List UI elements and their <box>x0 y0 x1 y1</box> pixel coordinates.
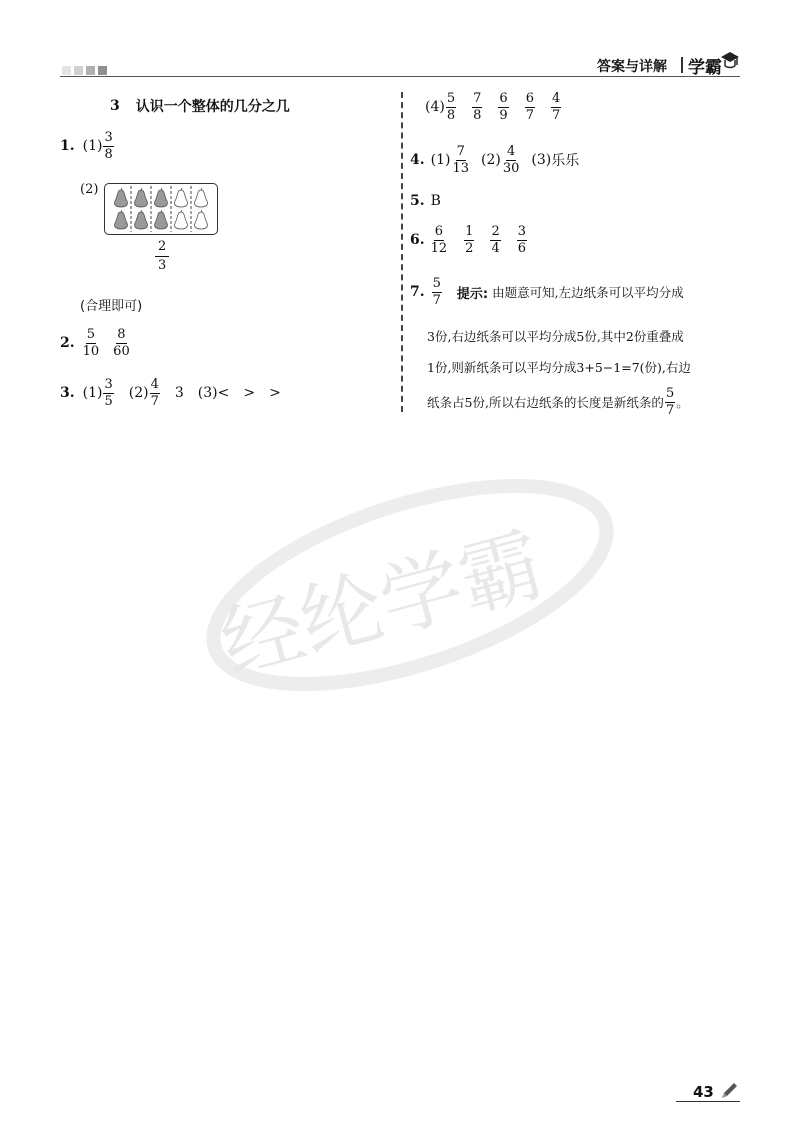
fraction <box>150 378 160 408</box>
fraction-numerator: 7 <box>473 91 482 106</box>
q4 <box>410 145 579 175</box>
fraction-numerator: 2 <box>491 224 500 239</box>
q6-number: 6. <box>410 232 425 249</box>
q7-first-line <box>410 277 684 307</box>
q3-number: 3. <box>60 385 75 402</box>
pear-icon <box>155 210 168 229</box>
fraction-numerator: 4 <box>551 91 561 106</box>
fraction-numerator: 7 <box>456 144 465 159</box>
watermark-text: 经纶学霸 <box>211 516 553 694</box>
q3-p1-label: (1) <box>82 385 103 402</box>
pear-grid <box>104 183 218 235</box>
fraction <box>430 225 449 255</box>
fraction <box>498 92 508 122</box>
header-title: 答案与详解 <box>597 59 667 75</box>
page-number: 43 <box>693 1083 714 1101</box>
q1-part1 <box>60 131 115 161</box>
fraction-denominator: 3 <box>158 257 167 273</box>
fraction <box>517 225 527 255</box>
q1-number: 1. <box>60 138 75 155</box>
fraction-denominator: 7 <box>432 292 441 308</box>
fraction <box>155 240 169 272</box>
q4-p2-label: (2) <box>481 152 501 169</box>
q3-symbol: < <box>217 385 230 402</box>
watermark <box>190 450 630 710</box>
q5-answer: B <box>430 193 441 209</box>
pear-icon <box>155 188 168 207</box>
fraction-denominator: 13 <box>452 160 470 176</box>
fraction <box>525 92 535 122</box>
q6 <box>410 225 528 255</box>
fraction <box>665 387 675 417</box>
fraction-denominator: 10 <box>82 343 100 359</box>
fraction-denominator: 7 <box>525 107 534 123</box>
pear-icon <box>135 188 148 207</box>
fraction-denominator: 4 <box>491 240 500 256</box>
fraction-denominator: 8 <box>446 107 456 123</box>
fraction <box>502 145 521 175</box>
q3-p3-label: (3) <box>197 385 218 402</box>
fraction <box>103 131 113 161</box>
fraction-numerator: 5 <box>665 386 675 401</box>
fraction-denominator: 2 <box>465 240 474 256</box>
fraction-numerator: 3 <box>104 377 113 392</box>
graduation-cap-icon <box>719 49 741 71</box>
fraction-numerator: 5 <box>86 327 96 342</box>
fraction-numerator: 4 <box>506 144 516 159</box>
pear-icon <box>115 188 128 207</box>
header-rule <box>60 76 740 77</box>
fraction-denominator: 5 <box>104 393 113 409</box>
fraction <box>446 92 456 122</box>
fraction <box>464 225 474 255</box>
q4-number: 4. <box>410 152 425 169</box>
fraction <box>451 145 470 175</box>
q7-last-line <box>427 387 689 417</box>
header-separator <box>681 57 683 73</box>
q3-symbol: > <box>243 385 256 402</box>
fraction-denominator: 60 <box>113 343 130 359</box>
fraction-denominator: 7 <box>665 402 675 418</box>
q1-note: (合理即可) <box>80 299 143 314</box>
q7-hint-line: 3份,右边纸条可以平均分成5份,其中2份重叠成 <box>427 329 684 344</box>
fraction-denominator: 6 <box>517 240 527 256</box>
pear-icon <box>175 210 188 229</box>
q3-p2-extra: 3 <box>174 385 184 402</box>
q5-number: 5. <box>410 193 425 209</box>
q2 <box>60 328 132 358</box>
q2-number: 2. <box>60 335 75 352</box>
q7-hint-line: 1份,则新纸条可以平均分成3+5−1=7(份),右边 <box>427 360 691 375</box>
fraction-denominator: 8 <box>473 107 482 123</box>
section-number: 3 <box>110 98 120 114</box>
header-brand: 学霸 <box>688 58 722 78</box>
fraction-denominator: 8 <box>104 146 113 162</box>
header-square <box>86 66 95 75</box>
pencil-icon <box>718 1080 740 1102</box>
pear-icon <box>195 210 208 229</box>
q3-p4-label: (4) <box>425 99 445 116</box>
section-title-text: 认识一个整体的几分之几 <box>135 99 290 115</box>
q4-p3-text: 乐乐 <box>551 153 580 170</box>
fraction <box>82 328 101 358</box>
section-title <box>110 96 290 116</box>
header-square <box>74 66 83 75</box>
fraction-numerator: 5 <box>446 91 456 106</box>
fraction-numerator: 6 <box>499 91 508 106</box>
pear-icon <box>135 210 148 229</box>
pear-icon <box>115 210 128 229</box>
q4-p1-label: (1) <box>430 152 451 169</box>
header-square <box>62 66 71 75</box>
fraction-denominator: 30 <box>502 160 520 176</box>
fraction-numerator: 1 <box>465 224 474 239</box>
q7-hint-line: 纸条占5份,所以右边纸条的长度是新纸条的 <box>427 395 664 411</box>
column-divider <box>401 92 403 412</box>
q7-end-punct: 。 <box>676 395 689 411</box>
fraction <box>112 328 131 358</box>
q7-number: 7. <box>410 284 425 301</box>
fraction <box>472 92 482 122</box>
q1-p2-answer <box>154 240 170 272</box>
q3-symbol: > <box>269 385 281 402</box>
fraction-numerator: 3 <box>517 224 527 239</box>
fraction <box>103 378 113 408</box>
fraction-numerator: 8 <box>117 327 126 342</box>
q1-p1-label: (1) <box>82 138 103 155</box>
pear-icon <box>175 188 188 207</box>
fraction-numerator: 2 <box>155 240 169 257</box>
fraction <box>551 92 561 122</box>
pear-icon <box>195 188 208 207</box>
header-square <box>98 66 107 75</box>
fraction-denominator: 7 <box>551 107 561 123</box>
fraction-numerator: 6 <box>434 224 444 239</box>
fraction-numerator: 4 <box>150 377 159 392</box>
fraction-denominator: 12 <box>430 240 448 256</box>
fraction-denominator: 9 <box>499 107 508 123</box>
q3-p2-label: (2) <box>128 385 149 402</box>
q3 <box>60 378 281 408</box>
fraction-numerator: 3 <box>104 130 113 145</box>
q4-p3-label: (3) <box>531 152 552 169</box>
q3-part4 <box>425 92 562 122</box>
q7-hint-line: 由题意可知,左边纸条可以平均分成 <box>492 285 684 301</box>
fraction <box>490 225 500 255</box>
fraction-numerator: 6 <box>525 91 534 106</box>
fraction <box>432 277 442 307</box>
fraction-denominator: 7 <box>150 393 159 409</box>
fraction-numerator: 5 <box>432 276 441 291</box>
q7-hint-label: 提示: <box>456 286 489 302</box>
q5 <box>410 193 441 209</box>
q1-p2-label: (2) <box>80 182 99 197</box>
